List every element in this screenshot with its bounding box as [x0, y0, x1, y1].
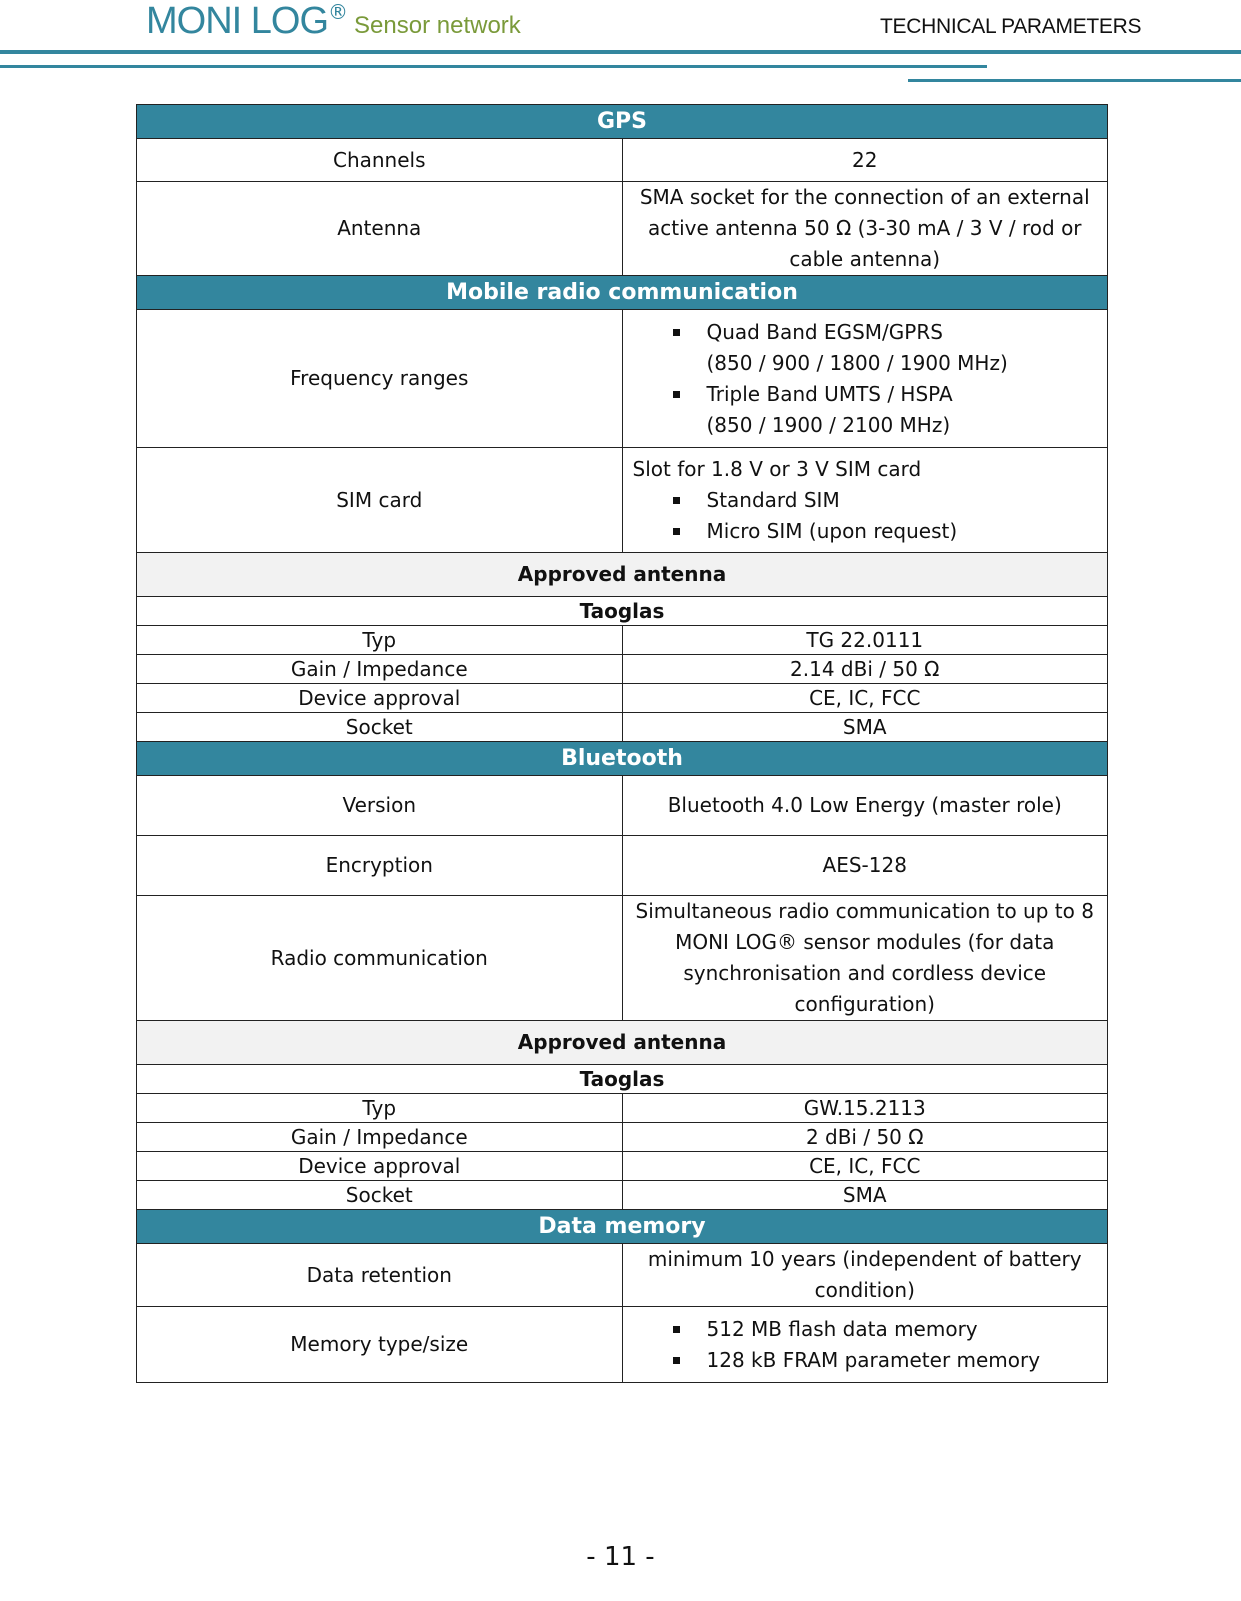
list-item — [673, 516, 1098, 547]
value-intro: Slot for 1.8 V or 3 V SIM card — [632, 456, 922, 481]
list-item-text: 128 kB FRAM parameter memory — [706, 1347, 1041, 1372]
table-row — [137, 1065, 1108, 1094]
bullet-list — [633, 485, 1098, 547]
table-row — [137, 896, 1108, 1021]
parameter-value: SMA — [622, 1181, 1108, 1210]
parameter-value — [622, 1307, 1108, 1383]
parameter-name: Gain / Impedance — [137, 655, 623, 684]
parameter-value: AES-128 — [622, 836, 1108, 896]
parameter-name: Frequency ranges — [137, 310, 623, 448]
section-header: GPS — [137, 105, 1108, 139]
table-row — [137, 742, 1108, 776]
list-item-detail: (850 / 1900 / 2100 MHz) — [706, 412, 951, 437]
parameter-value: minimum 10 years (independent of battery condition) — [622, 1244, 1108, 1307]
list-item-text: Micro SIM (upon request) — [706, 518, 958, 543]
logo — [146, 0, 521, 43]
table-row — [137, 713, 1108, 742]
parameter-name: Memory type/size — [137, 1307, 623, 1383]
header-rule — [0, 65, 987, 68]
bullet-icon — [673, 1357, 680, 1364]
bullet-list — [633, 317, 1098, 441]
list-item-detail: (850 / 900 / 1800 / 1900 MHz) — [706, 350, 1008, 375]
table-row — [137, 553, 1108, 597]
header-rule — [0, 50, 1241, 54]
parameter-name: Encryption — [137, 836, 623, 896]
parameter-value: CE, IC, FCC — [622, 1152, 1108, 1181]
table-row — [137, 1021, 1108, 1065]
parameter-name: Socket — [137, 1181, 623, 1210]
parameter-name: Gain / Impedance — [137, 1123, 623, 1152]
table-row — [137, 776, 1108, 836]
parameter-value: GW.15.2113 — [622, 1094, 1108, 1123]
subsection-header: Approved antenna — [137, 1021, 1108, 1065]
bullet-icon — [673, 329, 680, 336]
table-row — [137, 276, 1108, 310]
table-row — [137, 1123, 1108, 1152]
parameter-name: Antenna — [137, 182, 623, 276]
table-row — [137, 182, 1108, 276]
table-row — [137, 655, 1108, 684]
section-header: Mobile radio communication — [137, 276, 1108, 310]
manufacturer-label: Taoglas — [137, 597, 1108, 626]
parameter-value — [622, 310, 1108, 448]
bullet-list — [633, 1314, 1098, 1376]
parameter-name: Device approval — [137, 1152, 623, 1181]
table-row — [137, 1307, 1108, 1383]
list-item-text: Standard SIM — [706, 487, 840, 512]
list-item — [673, 317, 1098, 379]
table-row — [137, 1210, 1108, 1244]
bullet-icon — [673, 1326, 680, 1333]
list-item — [673, 379, 1098, 441]
list-item — [673, 1314, 1098, 1345]
list-item-text: 512 MB flash data memory — [706, 1316, 978, 1341]
parameter-value — [622, 448, 1108, 553]
table-row — [137, 139, 1108, 182]
parameter-name: Channels — [137, 139, 623, 182]
parameter-value: 2.14 dBi / 50 Ω — [622, 655, 1108, 684]
table-row — [137, 310, 1108, 448]
parameter-value: Simultaneous radio communication to up to 8 MONI LOG® sensor modules (for data synchronisation and cordless device configuration) — [622, 896, 1108, 1021]
bullet-icon — [673, 497, 680, 504]
parameter-name: Version — [137, 776, 623, 836]
parameter-value: SMA — [622, 713, 1108, 742]
bullet-icon — [673, 528, 680, 535]
parameter-value: 2 dBi / 50 Ω — [622, 1123, 1108, 1152]
table-row — [137, 1094, 1108, 1123]
parameter-name: Typ — [137, 1094, 623, 1123]
table-row — [137, 684, 1108, 713]
parameter-value: SMA socket for the connection of an external active antenna 50 Ω (3-30 mA / 3 V / rod or cable antenna) — [622, 182, 1108, 276]
subsection-header: Approved antenna — [137, 553, 1108, 597]
table-row — [137, 1152, 1108, 1181]
parameter-value: CE, IC, FCC — [622, 684, 1108, 713]
parameter-value: Bluetooth 4.0 Low Energy (master role) — [622, 776, 1108, 836]
parameter-name: Radio communication — [137, 896, 623, 1021]
header-rule — [908, 79, 1241, 82]
parameter-value: TG 22.0111 — [622, 626, 1108, 655]
table-row — [137, 836, 1108, 896]
list-item-text: Quad Band EGSM/GPRS — [706, 319, 943, 344]
section-header: Bluetooth — [137, 742, 1108, 776]
page-number: - 11 - — [586, 1542, 655, 1572]
registered-mark: ® — [328, 0, 349, 24]
bullet-icon — [673, 391, 680, 398]
parameter-name: Device approval — [137, 684, 623, 713]
parameter-name: SIM card — [137, 448, 623, 553]
table-row — [137, 626, 1108, 655]
parameter-value: 22 — [622, 139, 1108, 182]
table-row — [137, 105, 1108, 139]
section-header: Data memory — [137, 1210, 1108, 1244]
logo-subtitle: Sensor network — [354, 12, 521, 39]
table-row — [137, 1244, 1108, 1307]
list-item — [673, 485, 1098, 516]
table-row — [137, 448, 1108, 553]
table-row — [137, 597, 1108, 626]
technical-parameters-table — [136, 104, 1108, 1383]
table-row — [137, 1181, 1108, 1210]
logo-brand: MONI LOG — [146, 0, 329, 42]
parameter-name: Typ — [137, 626, 623, 655]
parameter-name: Data retention — [137, 1244, 623, 1307]
list-item — [673, 1345, 1098, 1376]
manufacturer-label: Taoglas — [137, 1065, 1108, 1094]
section-title: TECHNICAL PARAMETERS — [880, 15, 1142, 38]
parameter-name: Socket — [137, 713, 623, 742]
list-item-text: Triple Band UMTS / HSPA — [706, 381, 953, 406]
